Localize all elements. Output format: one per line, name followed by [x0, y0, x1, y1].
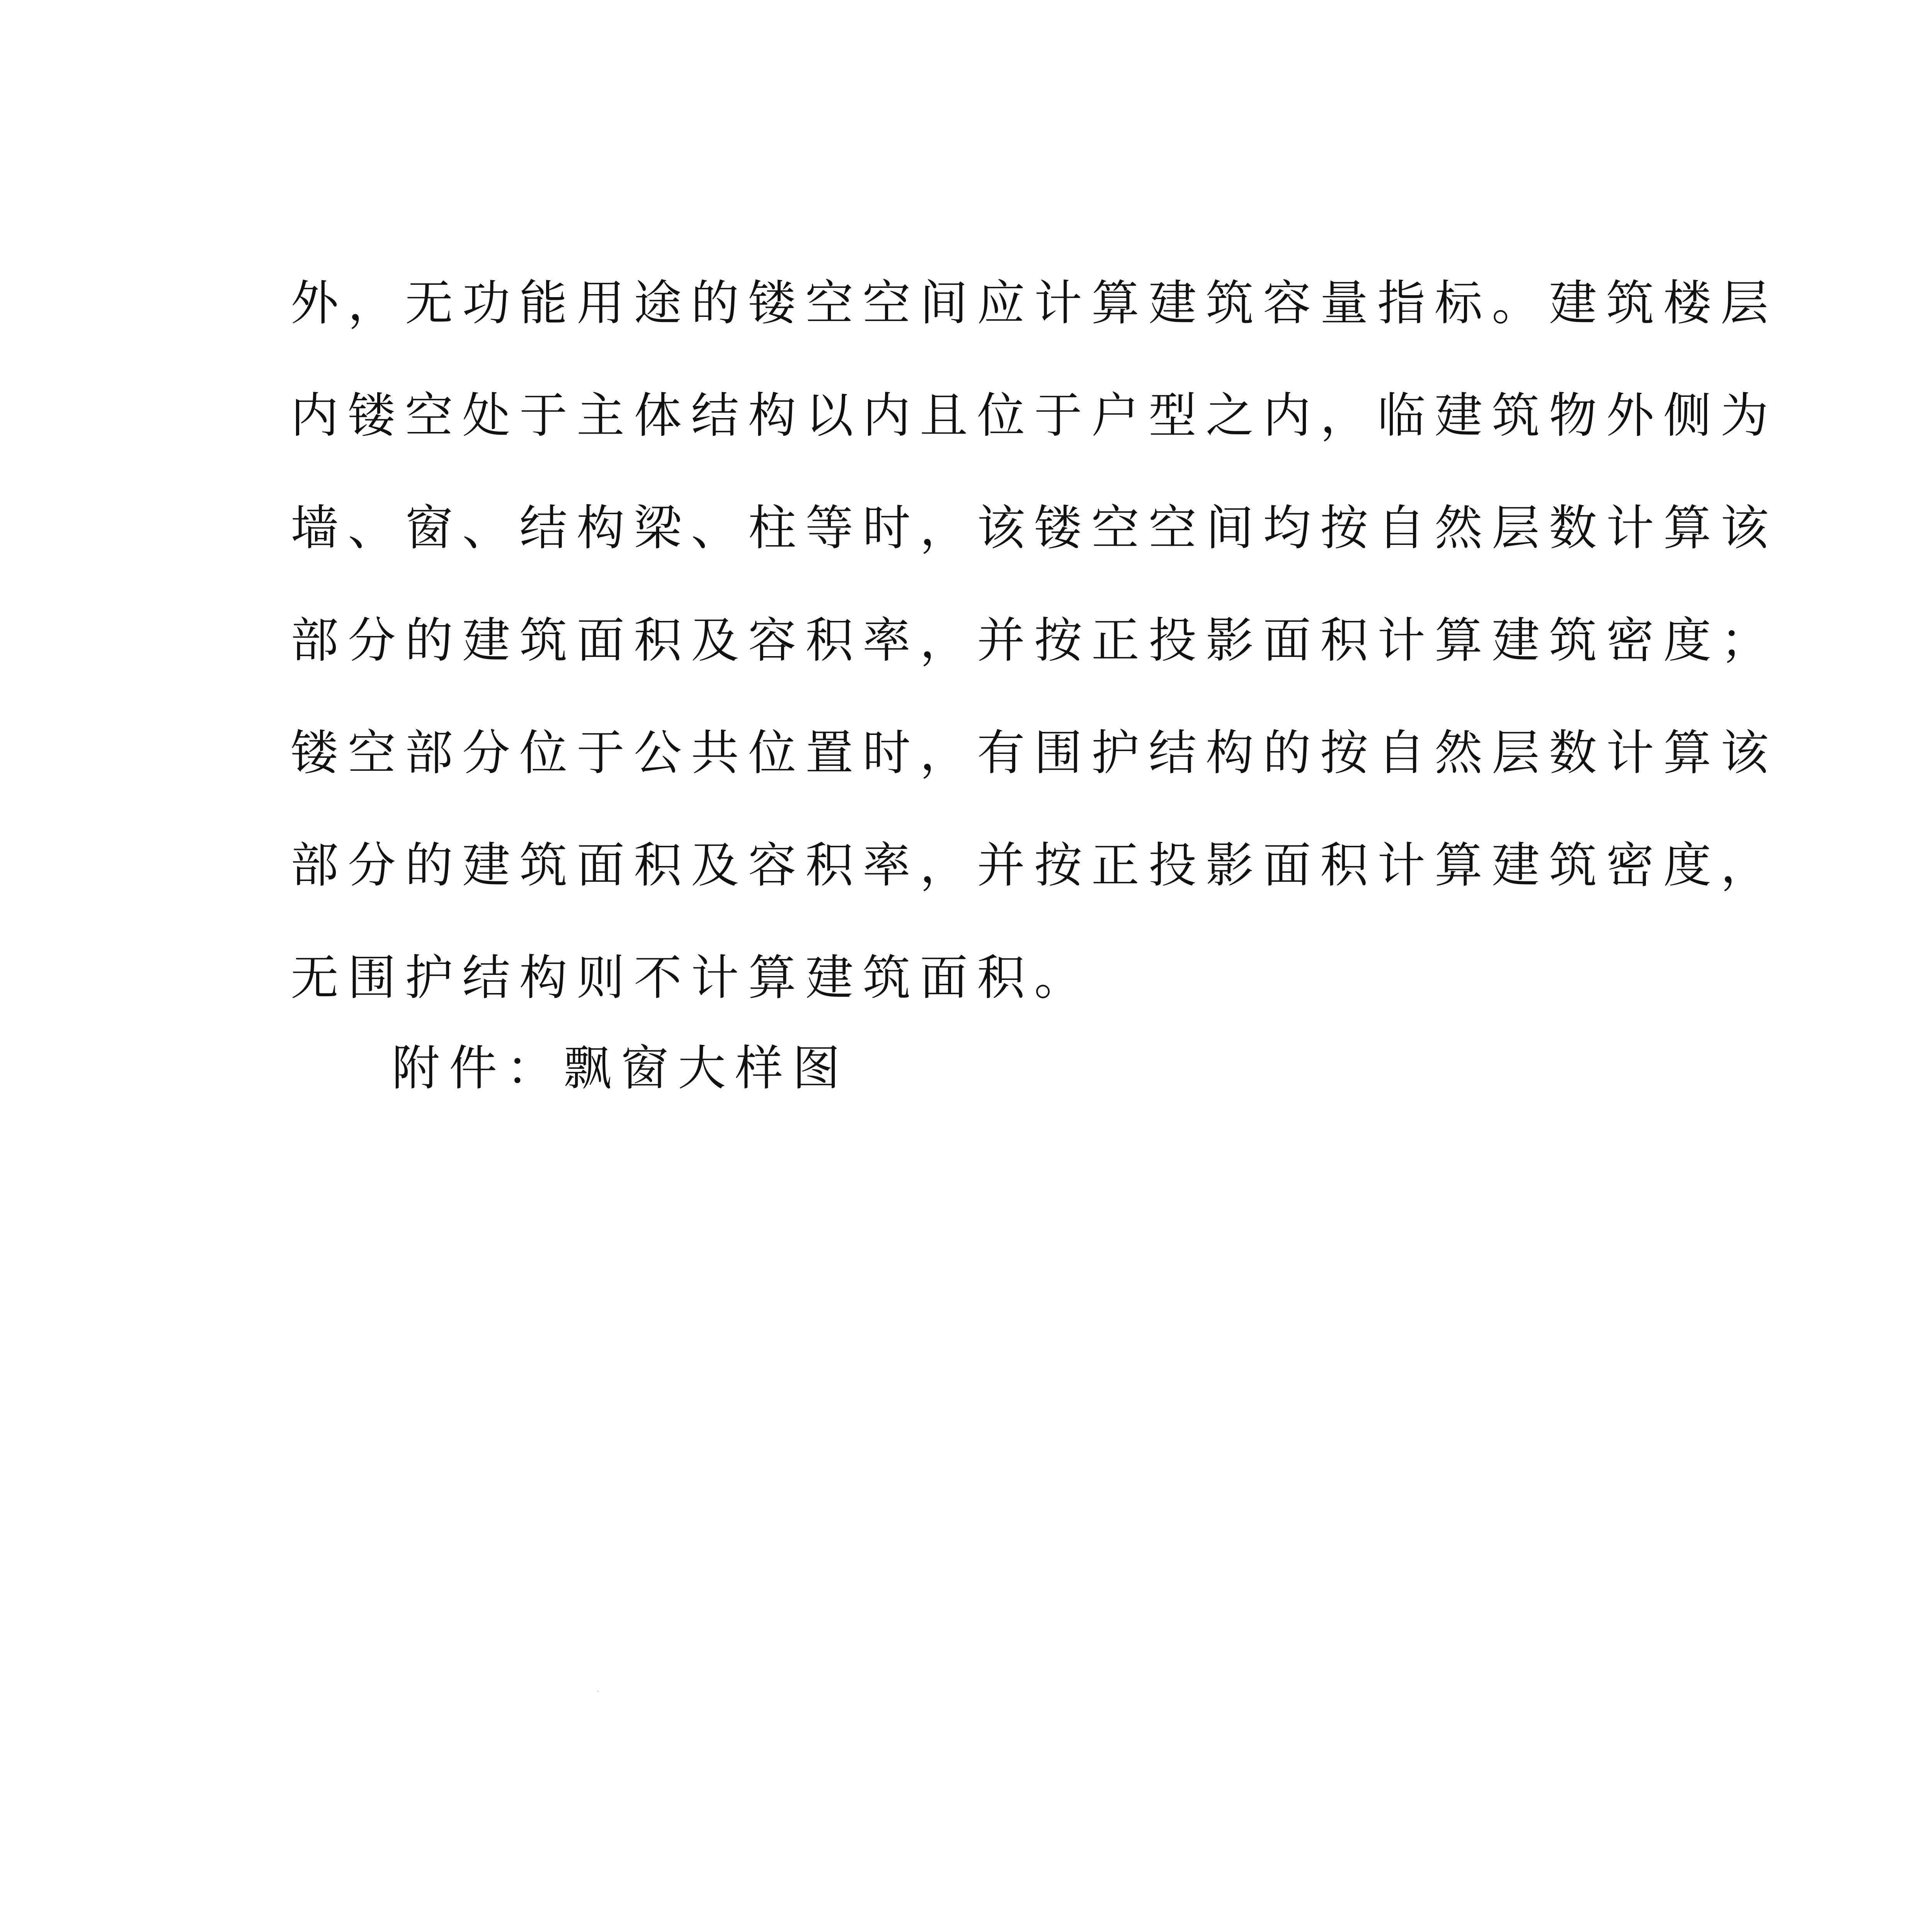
scan-speck	[597, 1690, 599, 1692]
paragraph-line: 墙、窗、结构梁、柱等时，该镂空空间均按自然层数计算该	[291, 500, 1778, 556]
paragraph-line: 内镂空处于主体结构以内且位于户型之内，临建筑物外侧为	[291, 388, 1778, 444]
paragraph-line: 无围护结构则不计算建筑面积。	[291, 950, 1092, 1006]
body-paragraph	[291, 247, 1778, 1034]
paragraph-line: 外，无功能用途的镂空空间应计算建筑容量指标。建筑楼层	[291, 276, 1778, 331]
attachment-note: 附件：飘窗大样图	[392, 1041, 850, 1096]
paragraph-line: 镂空部分位于公共位置时，有围护结构的按自然层数计算该	[291, 725, 1778, 781]
paragraph-line: 部分的建筑面积及容积率，并按正投影面积计算建筑密度，	[291, 838, 1778, 893]
paragraph-line: 部分的建筑面积及容积率，并按正投影面积计算建筑密度；	[291, 613, 1778, 668]
